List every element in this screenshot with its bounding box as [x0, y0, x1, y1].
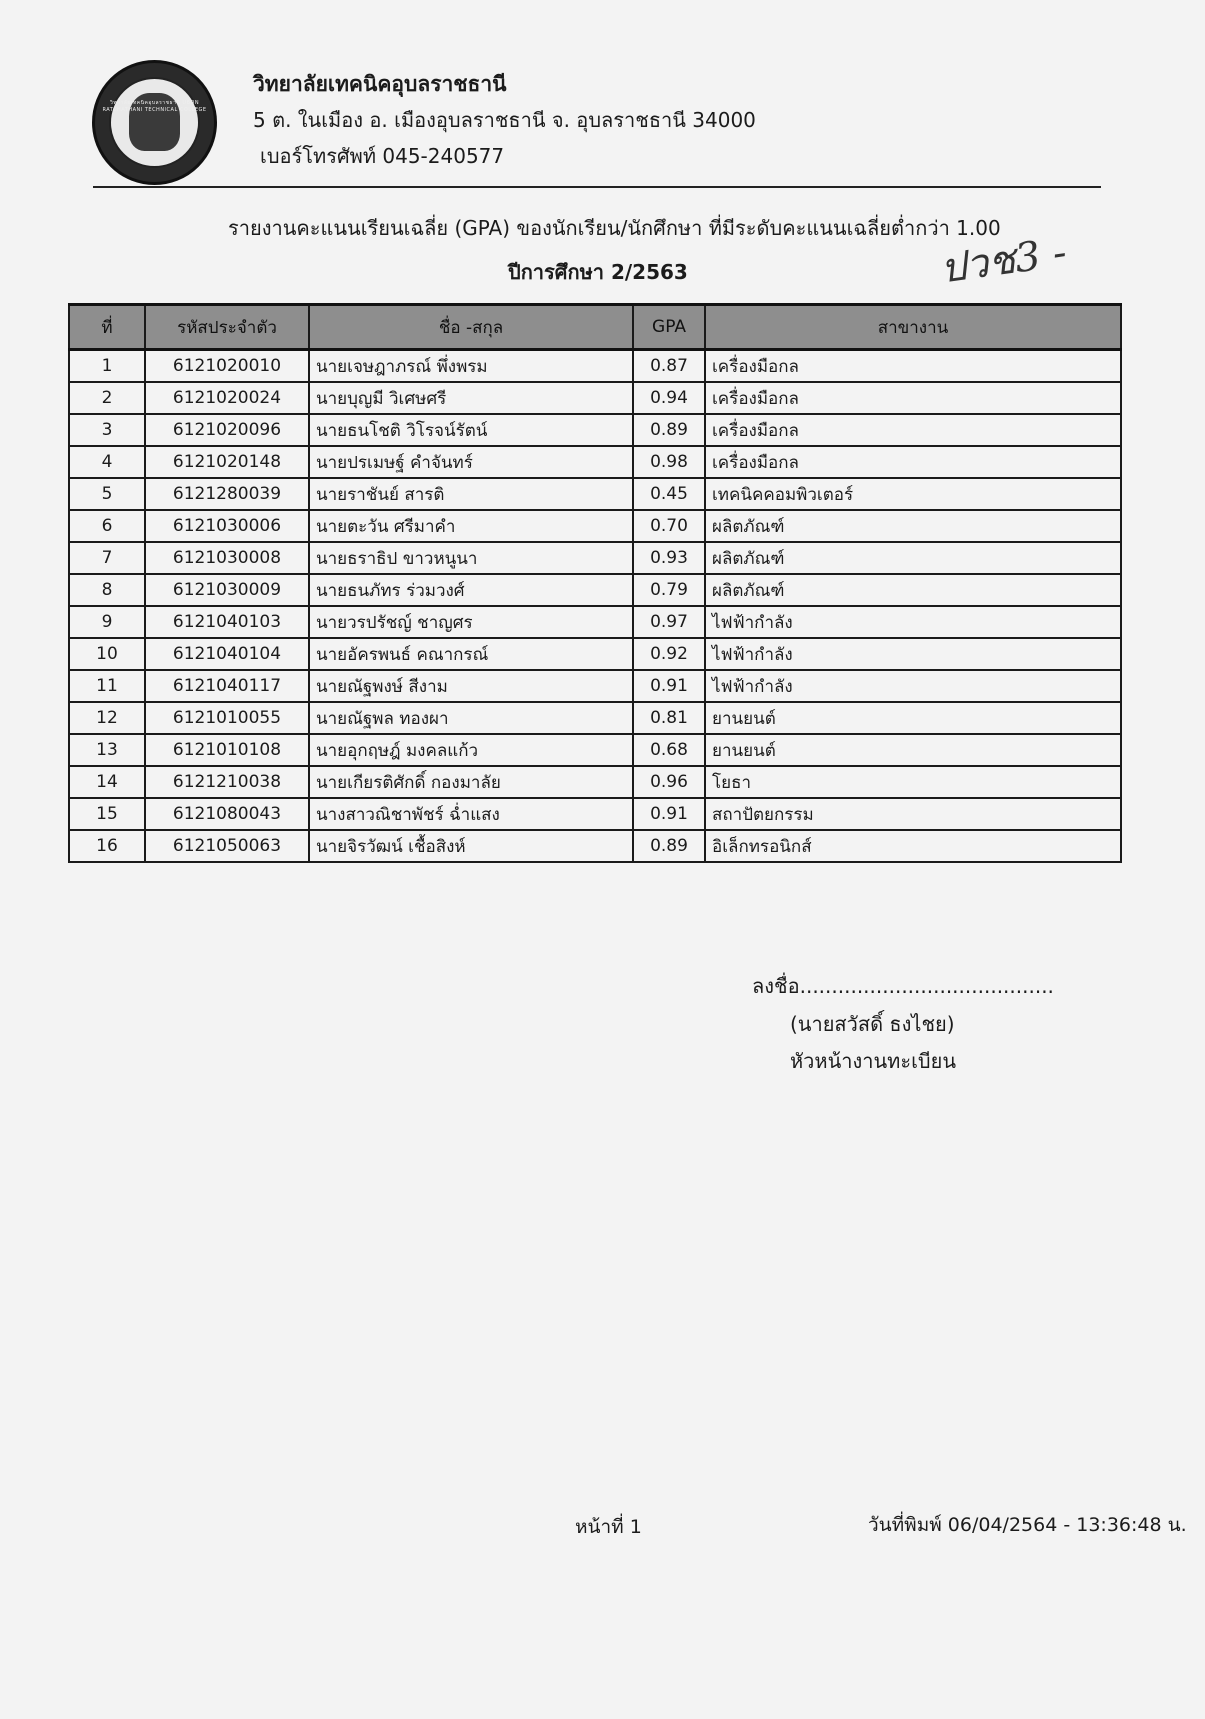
cell-student-id: 6121020010 — [145, 350, 309, 383]
cell-no: 7 — [69, 542, 145, 574]
cell-gpa: 0.93 — [633, 542, 705, 574]
cell-no: 11 — [69, 670, 145, 702]
print-date: วันที่พิมพ์ 06/04/2564 - 13:36:48 น. — [868, 1514, 1187, 1536]
cell-department: ยานยนต์ — [705, 702, 1121, 734]
cell-name: นายเจษฎาภรณ์ พึ่งพรม — [309, 350, 633, 383]
cell-name: นายธนโชติ วิโรจน์รัตน์ — [309, 414, 633, 446]
cell-gpa: 0.91 — [633, 670, 705, 702]
table-row — [69, 830, 1121, 862]
cell-name: นายตะวัน ศรีมาคำ — [309, 510, 633, 542]
cell-name: นายอุกฤษฎ์ มงคลแก้ว — [309, 734, 633, 766]
table-row — [69, 510, 1121, 542]
cell-department: สถาปัตยกรรม — [705, 798, 1121, 830]
cell-student-id: 6121280039 — [145, 478, 309, 510]
page-number: หน้าที่ 1 — [575, 1516, 642, 1538]
cell-student-id: 6121020024 — [145, 382, 309, 414]
cell-department: ผลิตภัณฑ์ — [705, 574, 1121, 606]
cell-no: 4 — [69, 446, 145, 478]
cell-gpa: 0.81 — [633, 702, 705, 734]
cell-name: นายอัครพนธ์ คณากรณ์ — [309, 638, 633, 670]
table-row — [69, 574, 1121, 606]
cell-student-id: 6121030008 — [145, 542, 309, 574]
cell-student-id: 6121040104 — [145, 638, 309, 670]
cell-name: นายณัฐพงษ์ สีงาม — [309, 670, 633, 702]
signature-line: ลงชื่อ........................................ — [752, 974, 1054, 998]
cell-department: ผลิตภัณฑ์ — [705, 510, 1121, 542]
cell-student-id: 6121020148 — [145, 446, 309, 478]
seal-ring-text: วิทยาลัยเทคนิคอุบลราชธานี UBON RATCHATHANI TECHNICAL COLLEGE — [102, 100, 207, 113]
signatory-position: หัวหน้างานทะเบียน — [790, 1049, 957, 1073]
cell-gpa: 0.89 — [633, 414, 705, 446]
cell-no: 10 — [69, 638, 145, 670]
cell-student-id: 6121040117 — [145, 670, 309, 702]
cell-gpa: 0.89 — [633, 830, 705, 862]
header-divider — [93, 186, 1101, 188]
cell-department: เครื่องมือกล — [705, 414, 1121, 446]
cell-department: ไฟฟ้ากำลัง — [705, 670, 1121, 702]
cell-student-id: 6121010055 — [145, 702, 309, 734]
org-name: วิทยาลัยเทคนิคอุบลราชธานี — [253, 72, 507, 96]
cell-department: เครื่องมือกล — [705, 350, 1121, 383]
cell-department: ไฟฟ้ากำลัง — [705, 638, 1121, 670]
cell-name: นายณัฐพล ทองผา — [309, 702, 633, 734]
cell-name: นางสาวณิชาพัชร์ ฉ่ำแสง — [309, 798, 633, 830]
cell-name: นายบุญมี วิเศษศรี — [309, 382, 633, 414]
cell-no: 15 — [69, 798, 145, 830]
cell-gpa: 0.87 — [633, 350, 705, 383]
table-row — [69, 670, 1121, 702]
header-name: ชื่อ -สกุล — [309, 305, 633, 350]
cell-gpa: 0.92 — [633, 638, 705, 670]
cell-name: นายราชันย์ สารติ — [309, 478, 633, 510]
table-row — [69, 798, 1121, 830]
cell-student-id: 6121040103 — [145, 606, 309, 638]
cell-no: 16 — [69, 830, 145, 862]
header-department: สาขางาน — [705, 305, 1121, 350]
cell-gpa: 0.97 — [633, 606, 705, 638]
table-row — [69, 382, 1121, 414]
cell-gpa: 0.79 — [633, 574, 705, 606]
table-row — [69, 350, 1121, 383]
cell-student-id: 6121050063 — [145, 830, 309, 862]
cell-department: ผลิตภัณฑ์ — [705, 542, 1121, 574]
cell-name: นายธนภัทร ร่วมวงศ์ — [309, 574, 633, 606]
cell-no: 9 — [69, 606, 145, 638]
org-address: 5 ต. ในเมือง อ. เมืองอุบลราชธานี จ. อุบลราชธานี 34000 — [253, 108, 756, 132]
cell-student-id: 6121030009 — [145, 574, 309, 606]
cell-no: 3 — [69, 414, 145, 446]
cell-name: นายวรปรัชญ์ ชาญศร — [309, 606, 633, 638]
report-title: รายงานคะแนนเรียนเฉลี่ย (GPA) ของนักเรียน/นักศึกษา ที่มีระดับคะแนนเฉลี่ยต่ำกว่า 1.00 — [228, 216, 1001, 240]
cell-student-id: 6121210038 — [145, 766, 309, 798]
signatory-name: (นายสวัสดิ์ ธงไชย) — [790, 1012, 955, 1036]
cell-no: 5 — [69, 478, 145, 510]
cell-department: อิเล็กทรอนิกส์ — [705, 830, 1121, 862]
cell-name: นายเกียรติศักดิ์ กองมาลัย — [309, 766, 633, 798]
seal-inner-ring — [109, 77, 200, 168]
table-row — [69, 414, 1121, 446]
table-row — [69, 478, 1121, 510]
table-header-row — [69, 305, 1121, 350]
cell-student-id: 6121080043 — [145, 798, 309, 830]
cell-student-id: 6121020096 — [145, 414, 309, 446]
cell-gpa: 0.45 — [633, 478, 705, 510]
cell-department: เทคนิคคอมพิวเตอร์ — [705, 478, 1121, 510]
table-row — [69, 766, 1121, 798]
cell-department: ไฟฟ้ากำลัง — [705, 606, 1121, 638]
cell-gpa: 0.96 — [633, 766, 705, 798]
cell-department: เครื่องมือกล — [705, 446, 1121, 478]
table-row — [69, 638, 1121, 670]
cell-gpa: 0.68 — [633, 734, 705, 766]
cell-department: โยธา — [705, 766, 1121, 798]
cell-no: 8 — [69, 574, 145, 606]
table-row — [69, 702, 1121, 734]
table-row — [69, 446, 1121, 478]
cell-name: นายปรเมษฐ์ คำจันทร์ — [309, 446, 633, 478]
cell-department: ยานยนต์ — [705, 734, 1121, 766]
cell-no: 6 — [69, 510, 145, 542]
table-row — [69, 606, 1121, 638]
cell-name: นายธราธิป ขาวหนูนา — [309, 542, 633, 574]
cell-no: 1 — [69, 350, 145, 383]
header-student-id: รหัสประจำตัว — [145, 305, 309, 350]
cell-gpa: 0.70 — [633, 510, 705, 542]
cell-gpa: 0.91 — [633, 798, 705, 830]
cell-gpa: 0.98 — [633, 446, 705, 478]
cell-student-id: 6121030006 — [145, 510, 309, 542]
handwritten-note: ปวช3 - — [937, 229, 1070, 293]
report-academic-year: ปีการศึกษา 2/2563 — [508, 260, 688, 284]
header-gpa: GPA — [633, 305, 705, 350]
cell-student-id: 6121010108 — [145, 734, 309, 766]
gpa-table — [68, 303, 1122, 863]
cell-no: 12 — [69, 702, 145, 734]
cell-no: 2 — [69, 382, 145, 414]
cell-name: นายจิรวัฒน์ เชื้อสิงห์ — [309, 830, 633, 862]
org-phone: เบอร์โทรศัพท์ 045-240577 — [260, 144, 505, 168]
college-seal-logo — [92, 60, 217, 185]
cell-gpa: 0.94 — [633, 382, 705, 414]
cell-no: 13 — [69, 734, 145, 766]
header-no: ที่ — [69, 305, 145, 350]
cell-department: เครื่องมือกล — [705, 382, 1121, 414]
cell-no: 14 — [69, 766, 145, 798]
table-row — [69, 734, 1121, 766]
table-row — [69, 542, 1121, 574]
